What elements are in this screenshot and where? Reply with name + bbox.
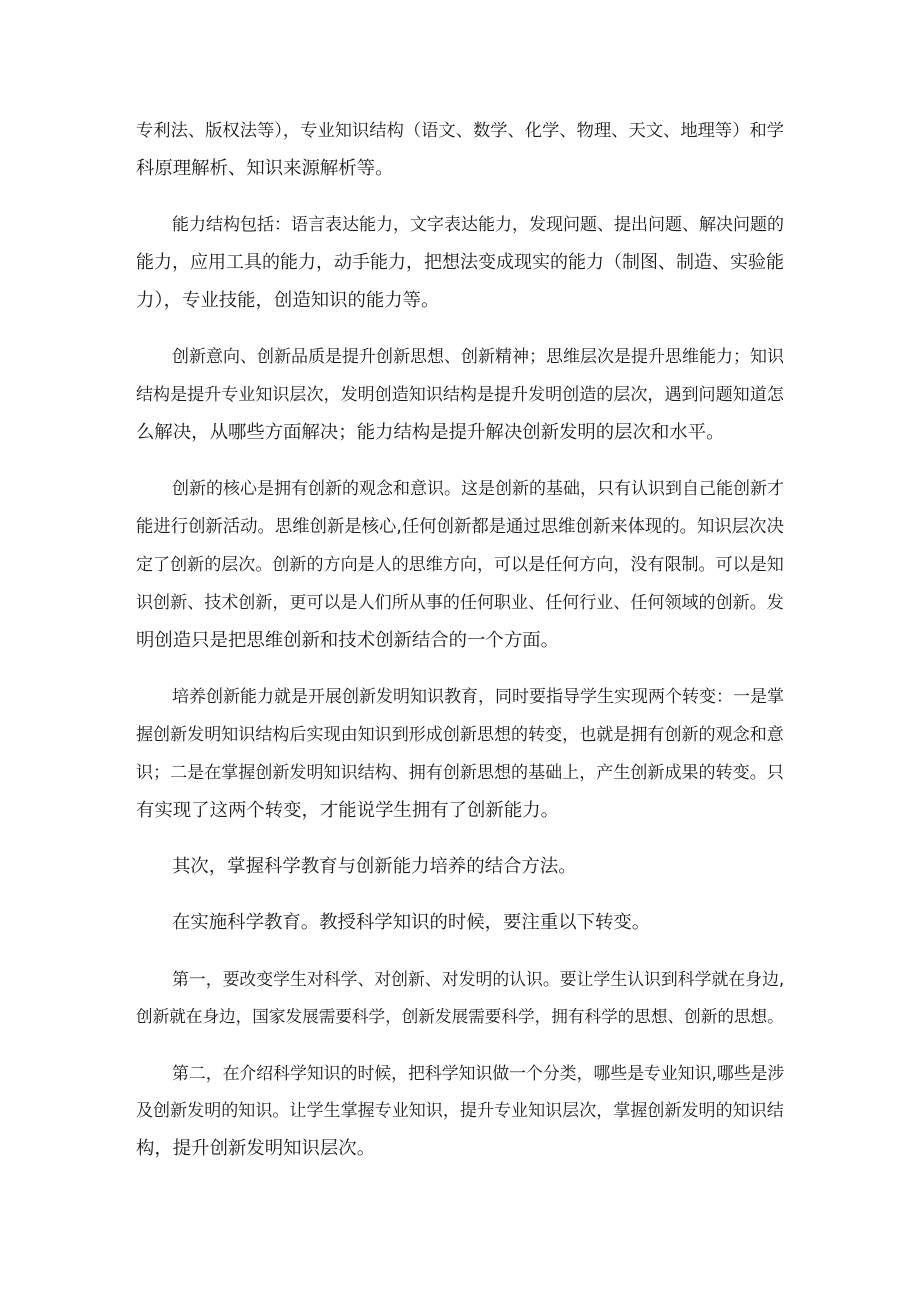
paragraph-line: 第一，要改变学生对科学、对创新、对发明的认识。要让学生认识到科学就在身边, bbox=[172, 969, 785, 989]
paragraph-line: 么解决，从哪些方面解决；能力结构是提升解决创新发明的层次和水平。 bbox=[136, 422, 725, 443]
paragraph-line: 力），专业技能，创造知识的能力等。 bbox=[136, 290, 440, 311]
paragraph-4 bbox=[136, 470, 784, 660]
paragraph-line: 识创新、技术创新，更可以是人们所从事的任何职业、任何行业、任何领域的创新。发 bbox=[136, 593, 784, 613]
paragraph-line: 握创新发明知识结构后实现由知识到形成创新思想的转变，也就是拥有创新的观念和意 bbox=[136, 725, 784, 745]
paragraph-line: 明创造只是把思维创新和技术创新结合的一个方面。 bbox=[136, 630, 559, 651]
paragraph-line: 创新就在身边，国家发展需要科学，创新发展需要科学，拥有科学的思想、创新的思想。 bbox=[136, 1007, 784, 1026]
paragraph-line: 能力，应用工具的能力，动手能力，把想法变成现实的能力（制图、制造、实验能 bbox=[136, 252, 784, 273]
paragraph-line: 第二，在介绍科学知识的时候，把科学知识做一个分类，哪些是专业知识,哪些是涉 bbox=[172, 1063, 785, 1083]
paragraph-2 bbox=[136, 206, 784, 320]
paragraph-5 bbox=[136, 678, 784, 830]
paragraph-line: 创新意向、创新品质是提升创新思想、创新精神；思维层次是提升思维能力；知识 bbox=[172, 347, 784, 367]
paragraph-line: 在实施科学教育。教授科学知识的时候，要注重以下转变。 bbox=[172, 912, 651, 933]
paragraph-line: 能力结构包括：语言表达能力，文字表达能力，发现问题、提出问题、解决问题的 bbox=[172, 215, 784, 235]
paragraph-line: 及创新发明的知识。让学生掌握专业知识，提升专业知识层次，掌握创新发明的知识结 bbox=[136, 1101, 784, 1121]
paragraph-line: 培养创新能力就是开展创新发明知识教育，同时要指导学生实现两个转变：一是掌 bbox=[172, 687, 784, 707]
paragraph-7 bbox=[136, 904, 784, 942]
paragraph-8 bbox=[136, 960, 784, 1036]
paragraph-line: 识；二是在掌握创新发明知识结构、拥有创新思想的基础上，产生创新成果的转变。只 bbox=[136, 763, 784, 783]
document-body bbox=[136, 112, 784, 1186]
paragraph-6 bbox=[136, 848, 784, 886]
paragraph-line: 能进行创新活动。思维创新是核心,任何创新都是通过思维创新来体现的。知识层次决 bbox=[136, 517, 784, 537]
paragraph-line: 创新的核心是拥有创新的观念和意识。这是创新的基础，只有认识到自己能创新才 bbox=[172, 479, 784, 499]
paragraph-line: 其次，掌握科学教育与创新能力培养的结合方法。 bbox=[172, 856, 577, 877]
paragraph-1 bbox=[136, 112, 784, 188]
paragraph-line: 科原理解析、知识来源解析等。 bbox=[136, 158, 394, 179]
paragraph-line: 有实现了这两个转变，才能说学生拥有了创新能力。 bbox=[136, 800, 559, 821]
paragraph-3 bbox=[136, 338, 784, 452]
paragraph-line: 构，提升创新发明知识层次。 bbox=[136, 1138, 376, 1159]
paragraph-line: 结构是提升专业知识层次，发明创造知识结构是提升发明创造的层次，遇到问题知道怎 bbox=[136, 385, 784, 405]
paragraph-line: 定了创新的层次。创新的方向是人的思维方向，可以是任何方向，没有限制。可以是知 bbox=[136, 555, 784, 575]
paragraph-9 bbox=[136, 1054, 784, 1168]
paragraph-line: 专利法、版权法等），专业知识结构（语文、数学、化学、物理、天文、地理等）和学 bbox=[136, 121, 785, 141]
